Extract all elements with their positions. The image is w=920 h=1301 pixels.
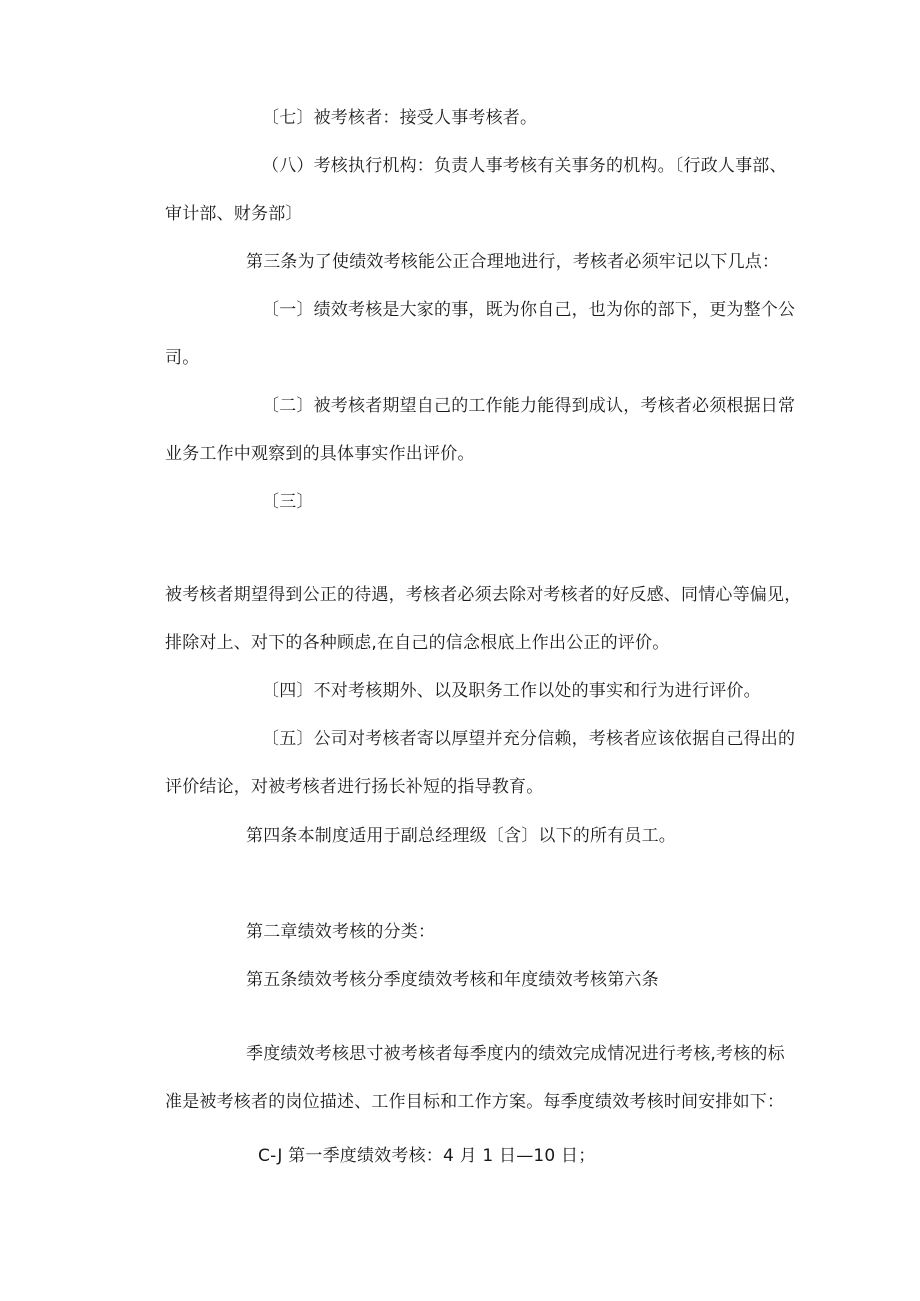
item-1-line-1: 〔一〕绩效考核是大家的事，既为你自己，也为你的部下，更为整个公 bbox=[262, 300, 796, 320]
quarterly-line-1: 季度绩效考核思寸被考核者每季度内的绩效完成情况进行考核,考核的标 bbox=[246, 1044, 785, 1064]
article-5: 第五条绩效考核分季度绩效考核和年度绩效考核第六条 bbox=[246, 970, 659, 990]
item-5-line-2: 评价结论，对被考核者进行扬长补短的指导教育。 bbox=[165, 777, 544, 797]
clause-8-line-1: （八）考核执行机构：负责人事考核有关事务的机构。〔行政人事部、 bbox=[262, 156, 787, 176]
item-4: 〔四〕不对考核期外、以及职务工作以处的事实和行为进行评价。 bbox=[262, 681, 761, 701]
item-3-heading: 〔三〕 bbox=[262, 492, 314, 512]
article-3: 第三条为了使绩效考核能公正合理地进行，考核者必须牢记以下几点： bbox=[246, 252, 780, 272]
item-3-line-2: 排除对上、对下的各种顾虑,在自己的信念根底上作出公正的评价。 bbox=[165, 633, 670, 653]
chapter-2-heading: 第二章绩效考核的分类： bbox=[246, 922, 436, 942]
q1-schedule: C-J 第一季度绩效考核：4 月 1 日—10 日； bbox=[258, 1146, 596, 1166]
clause-8-line-2: 审计部、财务部〕 bbox=[165, 204, 303, 224]
item-2-line-1: 〔二〕被考核者期望自己的工作能力能得到成认，考核者必须根据日常 bbox=[262, 396, 796, 416]
item-2-line-2: 业务工作中观察到的具体事实作出评价。 bbox=[165, 444, 475, 464]
item-1-line-2: 司。 bbox=[165, 348, 200, 368]
article-4: 第四条本制度适用于副总经理级〔含〕以下的所有员工。 bbox=[246, 826, 676, 846]
clause-7: 〔七〕被考核者：接受人事考核者。 bbox=[262, 108, 538, 128]
quarterly-line-2: 准是被考核者的岗位描述、工作目标和工作方案。每季度绩效考核时间安排如下： bbox=[165, 1092, 785, 1112]
item-3-line-1: 被考核者期望得到公正的待遇，考核者必须去除对考核者的好反感、同情心等偏见， bbox=[165, 585, 802, 605]
item-5-line-1: 〔五〕公司对考核者寄以厚望并充分信赖，考核者应该依据自己得出的 bbox=[262, 729, 796, 749]
